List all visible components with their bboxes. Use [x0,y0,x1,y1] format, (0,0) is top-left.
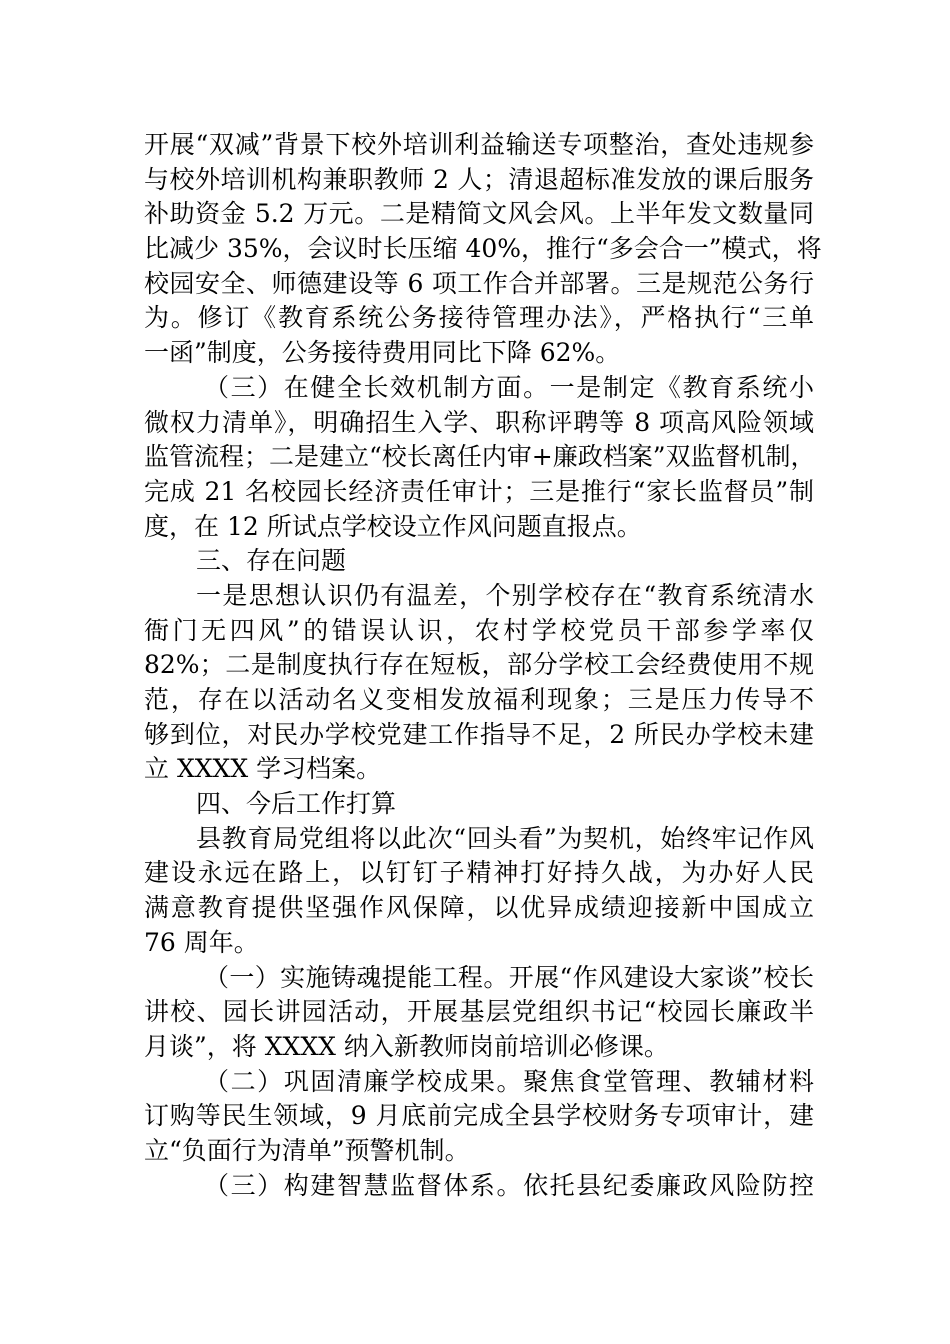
text-line: 县教育局党组将以此次“回头看”为契机，始终牢记作风 [196,823,814,853]
text-line: 范，存在以活动名义变相发放福利现象；三是压力传导不 [144,685,814,714]
text-line: 建设永远在路上，以钉钉子精神打好持久战，为办好人民 [144,858,814,888]
text-line: 开展“双减”背景下校外培训利益输送专项整治，查处违规参 [144,130,814,159]
text-line: 立 XXXX 学习档案。 [144,754,382,784]
text-line: 完成 21 名校园长经济责任审计；三是推行“家长监督员”制 [144,476,814,506]
text-line: 度，在 12 所试点学校设立作风问题直报点。 [144,511,642,541]
text-line: 比减少 35%，会议时长压缩 40%，推行“多会合一”模式，将 [144,234,822,264]
text-line: 订购等民生领域，9 月底前完成全县学校财务专项审计，建 [144,1101,814,1131]
text-line: （一）实施铸魂提能工程。开展“作风建设大家谈”校长 [204,962,814,992]
text-line: 讲校、园长讲园活动，开展基层党组织书记“校园长廉政半 [144,997,814,1027]
text-line: 校园安全、师德建设等 6 项工作合并部署。三是规范公务行 [144,268,814,298]
text-line: 够到位，对民办学校党建工作指导不足，2 所民办学校未建 [144,719,814,749]
text-line: 满意教育提供坚强作风保障，以优异成绩迎接新中国成立 [144,893,814,923]
text-line: 76 周年。 [144,927,259,957]
text-line: （二）巩固清廉学校成果。聚焦食堂管理、教辅材料 [204,1066,814,1096]
text-line: 82%；二是制度执行存在短板，部分学校工会经费使用不规 [144,650,814,680]
text-line: 立“负面行为清单”预警机制。 [144,1135,470,1165]
text-line: 监管流程；二是建立“校长离任内审+廉政档案”双监督机制， [144,442,816,472]
document-body [144,128,822,1203]
text-line: 三、存在问题 [196,546,347,576]
text-line: 四、今后工作打算 [196,789,397,819]
text-line: 微权力清单》，明确招生入学、职称评聘等 8 项高风险领域 [144,407,814,437]
text-line: 一函”制度，公务接待费用同比下降 62%。 [144,338,621,368]
text-line: 一是思想认识仍有温差，个别学校存在“教育系统清水 [196,580,814,610]
text-line: （三）在健全长效机制方面。一是制定《教育系统小 [204,372,814,402]
text-line: 补助资金 5.2 万元。二是精简文风会风。上半年发文数量同 [144,199,814,229]
text-line: 衙门无四风”的错误认识，农村学校党员干部参学率仅 [144,615,814,645]
text-line: 为。修订《教育系统公务接待管理办法》，严格执行“三单 [144,303,814,333]
text-line: 与校外培训机构兼职教师 2 人；清退超标准发放的课后服务 [144,164,814,194]
text-line: 月谈”，将 XXXX 纳入新教师岗前培训必修课。 [144,1031,669,1061]
text-line: （三）构建智慧监督体系。依托县纪委廉政风险防控 [204,1170,814,1200]
